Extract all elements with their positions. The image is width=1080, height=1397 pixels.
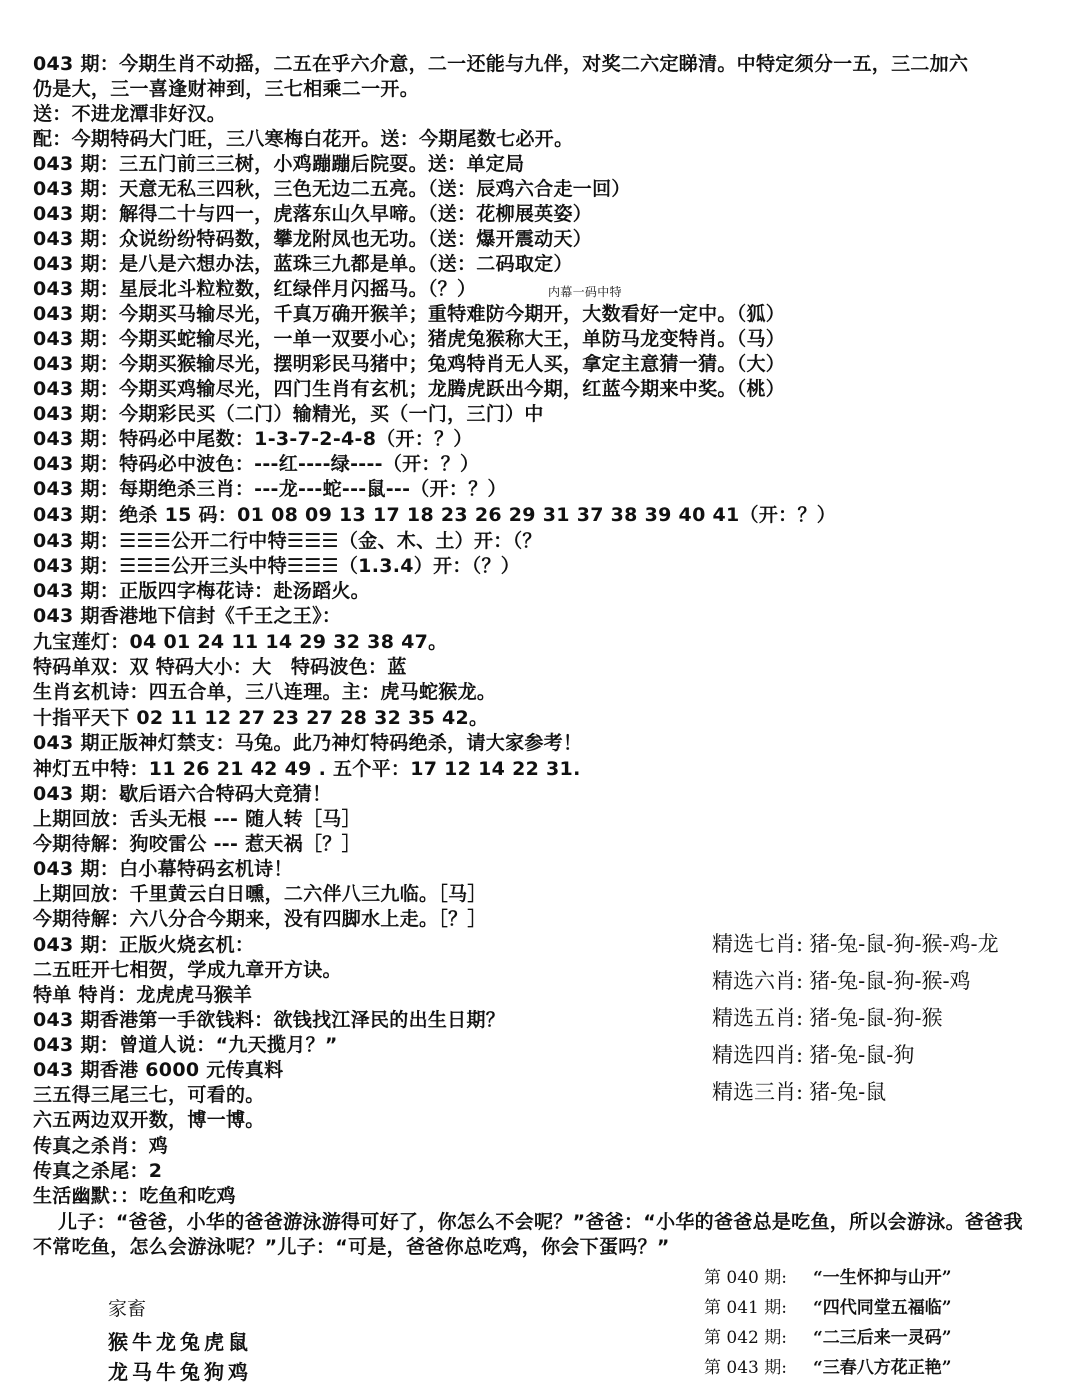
line-08: 043 期：众说纷纷特码数，攀龙附凤也无功。（送：爆开震动天） xyxy=(33,228,593,250)
line-34: 上期回放：千里黄云白日曛，二六伴八三九临。［马］ xyxy=(33,883,487,905)
line-09: 043 期：是八是六想办法，蓝珠三九都是单。（送：二码取定） xyxy=(33,253,573,275)
line-46: 生活幽默：：吃鱼和吃鸡 xyxy=(33,1185,236,1207)
pick-value: 猪-兔-鼠-狗-猴 xyxy=(809,1006,943,1030)
line-42: 三五得三尾三七，可看的。 xyxy=(33,1084,265,1106)
history-period: 第 043 期: xyxy=(704,1358,787,1378)
line-06: 043 期：天意无私三四秋，三色无边二五亮。（送：辰鸡六合走一回） xyxy=(33,178,631,200)
line-02: 仍是大，三一喜逢财神到，三七相乘二一开。 xyxy=(33,78,420,100)
history-row xyxy=(704,1263,952,1293)
line-38: 特单 特肖：龙虎虎马猴羊 xyxy=(33,984,253,1006)
line-45: 传真之杀尾：2 xyxy=(33,1160,163,1182)
pick-row-3 xyxy=(712,1076,999,1113)
line-26: 生肖玄机诗：四五合单，三八连理。主：虎马蛇猴龙。 xyxy=(33,681,497,703)
line-03: 送：不进龙潭非好汉。 xyxy=(33,103,227,125)
line-29: 神灯五中特：11 26 21 42 49 . 五个平：17 12 14 22 31. xyxy=(33,758,581,780)
line-14: 043 期：今期买鸡输尽光，四门生肖有玄机；龙腾虎跃出今期，红蓝今期来中奖。（桃） xyxy=(33,378,786,400)
inside-tip-note: 内幕一码中特 xyxy=(548,285,622,299)
line-35: 今期待解：六八分合今期来，没有四脚水上走。［？］ xyxy=(33,908,487,930)
history-period: 第 041 期: xyxy=(704,1298,787,1318)
pick-label: 精选六肖: xyxy=(712,969,804,993)
history-row xyxy=(704,1323,952,1353)
pick-value: 猪-兔-鼠-狗-猴-鸡 xyxy=(809,969,971,993)
history-period: 第 042 期: xyxy=(704,1328,787,1348)
livestock-row-2: 龙马牛兔狗鸡 xyxy=(108,1360,252,1384)
line-01: 043 期：今期生肖不动摇，二五在乎六介意，二一还能与九伴，对奖二六定睇清。中特定须分一五，三二加六 xyxy=(33,53,969,75)
line-43: 六五两边双开数，博一博。 xyxy=(33,1109,265,1131)
pick-value: 猪-兔-鼠 xyxy=(809,1080,887,1104)
line-17: 043 期：特码必中波色：---红----绿----（开：？） xyxy=(33,453,480,475)
history-quote: “三春八方花正艳” xyxy=(812,1358,952,1378)
history-quote: “一生怀抑与山开” xyxy=(812,1268,952,1288)
line-44: 传真之杀肖：鸡 xyxy=(33,1135,169,1157)
line-19: 043 期：绝杀 15 码：01 08 09 13 17 18 23 26 29 31 37 38 39 40 41（开：？） xyxy=(33,504,837,526)
line-39: 043 期香港第一手欲钱料：欲钱找江泽民的出生日期？ xyxy=(33,1009,506,1031)
line-48: 不常吃鱼，怎么会游泳呢？”儿子：“可是，爸爸你总吃鸡，你会下蛋吗？” xyxy=(33,1236,670,1258)
pick-row-7 xyxy=(712,928,999,965)
line-18: 043 期：每期绝杀三肖：---龙---蛇---鼠---（开：？） xyxy=(33,478,507,500)
line-20: 043 期：☰☰☰公开二行中特☰☰☰（金、木、土）开：（？ xyxy=(33,530,542,552)
line-47: 儿子：“爸爸，小华的爸爸游泳游得可好了，你怎么不会呢？”爸爸：“小华的爸爸总是吃鱼，所以会游泳。爸爸我 xyxy=(58,1211,1023,1233)
line-04: 配：今期特码大门旺，三八寒梅白花开。送：今期尾数七必开。 xyxy=(33,128,574,150)
livestock-title: 家畜 xyxy=(108,1298,147,1320)
line-16: 043 期：特码必中尾数：1-3-7-2-4-8（开：？） xyxy=(33,428,473,450)
pick-label: 精选三肖: xyxy=(712,1080,804,1104)
history-quote: “四代同堂五福临” xyxy=(812,1298,952,1318)
line-40: 043 期：曾道人说：“九天揽月？” xyxy=(33,1034,338,1056)
pick-label: 精选五肖: xyxy=(712,1006,804,1030)
line-33: 043 期：白小幕特码玄机诗！ xyxy=(33,858,293,880)
pick-row-4 xyxy=(712,1039,999,1076)
line-31: 上期回放：舌头无根 --- 随人转［马］ xyxy=(33,808,361,830)
livestock-block xyxy=(108,1294,252,1386)
line-11: 043 期：今期买马输尽光，千真万确开猴羊；重特难防今期开，大数看好一定中。（狐） xyxy=(33,303,786,325)
zodiac-picks xyxy=(712,928,999,1113)
line-28: 043 期正版神灯禁支：马兔。此乃神灯特码绝杀，请大家参考！ xyxy=(33,732,583,754)
line-15: 043 期：今期彩民买（二门）输精光，买（一门，三门）中 xyxy=(33,403,544,425)
pick-label: 精选四肖: xyxy=(712,1043,804,1067)
line-36: 043 期：正版火烧玄机： xyxy=(33,934,255,956)
line-30: 043 期：歇后语六合特码大竞猜！ xyxy=(33,783,332,805)
line-24: 九宝莲灯：04 01 24 11 14 29 32 38 47。 xyxy=(33,631,448,653)
line-37: 二五旺开七相贺，学成九章开方诀。 xyxy=(33,959,342,981)
livestock-row-1: 猴牛龙兔虎鼠 xyxy=(108,1330,252,1354)
line-13: 043 期：今期买猴输尽光，摆明彩民马猪中；兔鸡特肖无人买，拿定主意猜一猜。（大） xyxy=(33,353,786,375)
pick-label: 精选七肖: xyxy=(712,932,804,956)
line-22: 043 期：正版四字梅花诗：赴汤蹈火。 xyxy=(33,580,370,602)
line-27: 十指平天下 02 11 12 27 23 27 28 32 35 42。 xyxy=(33,707,489,729)
history-row xyxy=(704,1353,952,1383)
line-10: 043 期：星辰北斗粒粒数，红绿伴月闪摇马。（？） xyxy=(33,278,477,300)
pick-value: 猪-兔-鼠-狗 xyxy=(809,1043,915,1067)
line-07: 043 期：解得二十与四一，虎落东山久早啼。（送：花柳展英姿） xyxy=(33,203,593,225)
pick-row-5 xyxy=(712,1002,999,1039)
pick-row-6 xyxy=(712,965,999,1002)
line-41: 043 期香港 6000 元传真料 xyxy=(33,1059,284,1081)
history-period: 第 040 期: xyxy=(704,1268,787,1288)
pick-value: 猪-兔-鼠-狗-猴-鸡-龙 xyxy=(809,932,999,956)
period-history xyxy=(704,1263,952,1383)
line-21: 043 期：☰☰☰公开三头中特☰☰☰（1.3.4）开：（？） xyxy=(33,555,521,577)
line-25: 特码单双：双 特码大小：大 特码波色：蓝 xyxy=(33,656,407,678)
line-05: 043 期：三五门前三三树，小鸡蹦蹦后院耍。送：单定局 xyxy=(33,153,525,175)
line-12: 043 期：今期买蛇输尽光，一单一双要小心；猪虎兔猴称大王，单防马龙变特肖。（马） xyxy=(33,328,786,350)
history-row xyxy=(704,1293,952,1323)
history-quote: “二三后来一灵码” xyxy=(812,1328,952,1348)
line-23: 043 期香港地下信封《千王之王》： xyxy=(33,605,342,627)
line-32: 今期待解：狗咬雷公 --- 惹天祸［？］ xyxy=(33,833,361,855)
